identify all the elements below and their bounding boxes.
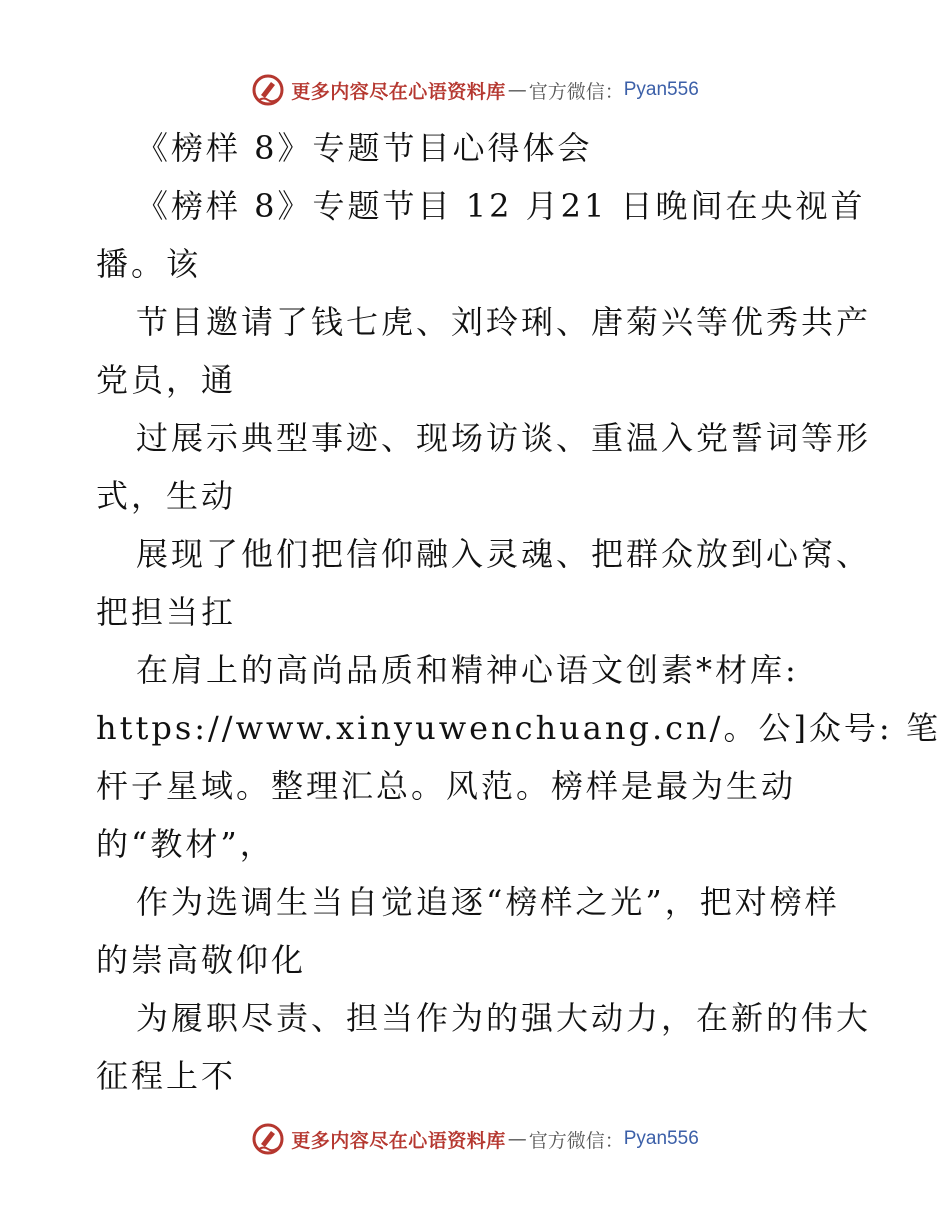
- brand-logo-icon: [251, 1122, 285, 1156]
- brand-text: 更多内容尽在心语资料库: [291, 1129, 506, 1152]
- brand-text: 更多内容尽在心语资料库: [291, 80, 506, 103]
- footer-banner: [0, 1119, 950, 1159]
- text-line: 为履职尽责、担当作为的强大动力，在新的伟大: [136, 999, 872, 1037]
- banner-separator: —: [507, 1128, 527, 1150]
- text-line: 的崇高敬仰化: [96, 941, 307, 979]
- official-wechat-label: 官方微信：: [528, 80, 624, 103]
- official-wechat-label: 官方微信：: [528, 1129, 624, 1152]
- text-line: 播。该: [96, 245, 202, 283]
- text-line: 《榜样 8》专题节目 12 月21 日晚间在央视首: [136, 187, 866, 225]
- banner-separator: —: [507, 79, 527, 101]
- text-line: 把担当扛: [96, 593, 237, 631]
- text-line: 征程上不: [96, 1057, 237, 1095]
- text-line: 节目邀请了钱七虎、刘玲琍、唐菊兴等优秀共产: [136, 303, 872, 341]
- wechat-id: Pyan556: [623, 79, 699, 100]
- header-banner: [0, 70, 950, 110]
- text-line: 杆子星域。整理汇总。风范。榜样是最为生动: [96, 767, 797, 805]
- text-line: 的“教材”，: [96, 825, 275, 863]
- text-line: 式，生动: [96, 477, 237, 515]
- text-line: 过展示典型事迹、现场访谈、重温入党誓词等形: [136, 419, 872, 457]
- text-line: 党员，通: [96, 361, 237, 399]
- wechat-id: Pyan556: [623, 1128, 699, 1149]
- text-line: 展现了他们把信仰融入灵魂、把群众放到心窝、: [136, 535, 872, 573]
- text-line: 在肩上的高尚品质和精神心语文创素*材库:: [136, 651, 799, 689]
- text-line: https://www.xinyuwenchuang.cn/。公]众号: 笔: [96, 709, 941, 747]
- text-line: 作为选调生当自觉追逐“榜样之光”，把对榜样: [136, 883, 840, 921]
- brand-logo-icon: [251, 73, 285, 107]
- document-title: 《榜样 8》专题节目心得体会: [136, 129, 593, 167]
